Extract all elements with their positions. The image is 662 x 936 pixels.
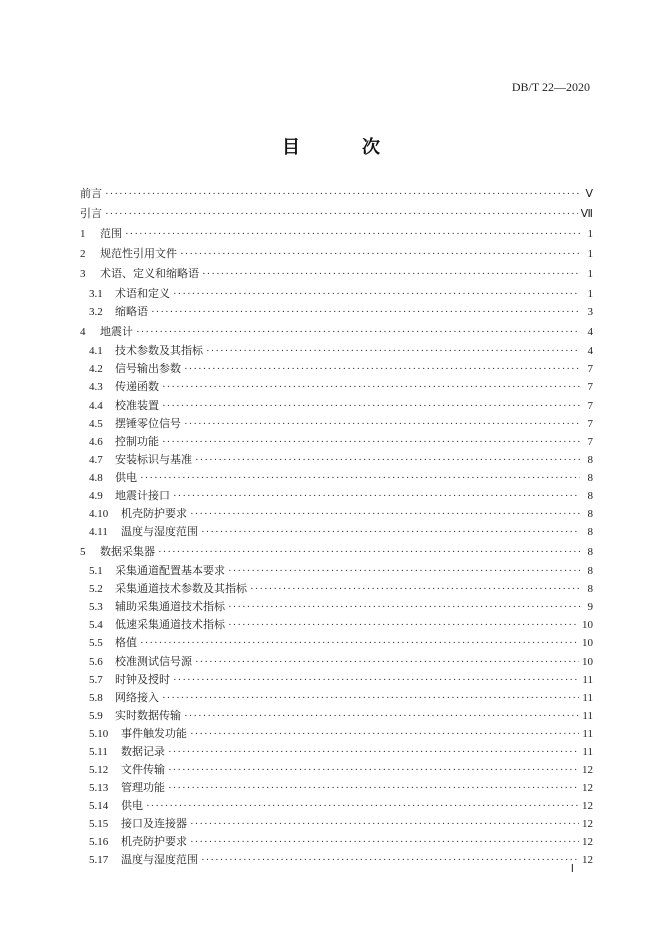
toc-entry[interactable] [80, 727, 593, 741]
toc-entry-number: 5.1 [89, 565, 103, 577]
toc-entry-title: 术语、定义和缩略语 [100, 267, 199, 280]
toc-entry[interactable] [80, 247, 593, 261]
toc-entry-title: 控制功能 [115, 435, 159, 448]
toc-entry-title: 实时数据传输 [115, 709, 181, 722]
toc-entry[interactable] [80, 207, 593, 221]
dot-leader [180, 248, 580, 261]
document-code: DB/T 22—2020 [511, 80, 590, 94]
toc-entry[interactable] [80, 673, 593, 687]
toc-entry-number: 5.6 [89, 656, 103, 668]
toc-entry-title: 安装标识与基准 [115, 453, 192, 466]
toc-entry[interactable] [80, 691, 593, 705]
toc-entry-page: 1 [587, 228, 593, 240]
toc-entry[interactable] [80, 417, 593, 431]
toc-entry[interactable] [80, 362, 593, 376]
toc-entry-number: 2 [80, 248, 86, 260]
page-title: 目 次 [282, 137, 402, 158]
toc-entry-page: 8 [587, 526, 593, 538]
dot-leader [158, 546, 580, 559]
toc-entry-page: 12 [582, 782, 593, 794]
toc-entry-number: 5.2 [89, 583, 103, 595]
toc-entry[interactable] [80, 435, 593, 449]
toc-entry[interactable] [80, 545, 593, 559]
dot-leader [125, 228, 580, 241]
toc-entry-title: 供电 [121, 799, 143, 812]
toc-entry-page: 12 [582, 836, 593, 848]
toc-entry-title: 时钟及授时 [115, 673, 170, 686]
toc-entry-page: 8 [587, 472, 593, 484]
toc-entry-page: 11 [582, 746, 593, 758]
dot-leader [173, 674, 579, 687]
toc-entry-title: 接口及连接器 [121, 817, 187, 830]
toc-entry-page: 12 [582, 818, 593, 830]
dot-leader [105, 208, 578, 221]
toc-entry-page: 11 [582, 674, 593, 686]
toc-entry-number: 5.3 [89, 601, 103, 613]
toc-entry[interactable] [80, 709, 593, 723]
dot-leader [184, 710, 579, 723]
dot-leader [162, 692, 579, 705]
toc-entry[interactable] [80, 600, 593, 614]
toc-entry-page: 8 [587, 490, 593, 502]
toc-entry[interactable] [80, 227, 593, 241]
toc-entry-number: 5.5 [89, 637, 103, 649]
dot-leader [190, 508, 580, 521]
toc-entry-title: 数据采集器 [100, 545, 155, 558]
dot-leader [201, 854, 579, 867]
dot-leader [250, 583, 580, 596]
toc-entry[interactable] [80, 453, 593, 467]
dot-leader [140, 637, 579, 650]
toc-entry[interactable] [80, 399, 593, 413]
dot-leader [168, 782, 579, 795]
toc-entry[interactable] [80, 853, 593, 867]
dot-leader [202, 268, 580, 281]
toc-entry-title: 采集通道技术参数及其指标 [115, 582, 247, 595]
toc-entry-page: 1 [587, 248, 593, 260]
toc-entry-title: 术语和定义 [115, 287, 170, 300]
toc-entry-number: 5.10 [89, 728, 109, 740]
toc-entry-number: 3.2 [89, 306, 103, 318]
toc-entry[interactable] [80, 763, 593, 777]
toc-entry-page: 8 [587, 454, 593, 466]
toc-entry[interactable] [80, 525, 593, 539]
dot-leader [105, 188, 580, 201]
toc-entry[interactable] [80, 344, 593, 358]
toc-entry-number: 5.17 [89, 854, 109, 866]
toc-entry-title: 格值 [115, 636, 137, 649]
toc-entry-number: 5.4 [89, 619, 103, 631]
toc-entry-page: 12 [582, 764, 593, 776]
dot-leader [173, 288, 580, 301]
toc-entry[interactable] [80, 325, 593, 339]
toc-entry-number: 3 [80, 268, 86, 280]
toc-entry-title: 摆锤零位信号 [115, 417, 181, 430]
dot-leader [190, 836, 579, 849]
toc-entry-page: Ⅶ [580, 208, 593, 220]
toc-entry[interactable] [80, 582, 593, 596]
dot-leader [206, 345, 580, 358]
toc-entry-page: 7 [587, 363, 593, 375]
dot-leader [195, 454, 580, 467]
toc-entry[interactable] [80, 471, 593, 485]
dot-leader [195, 656, 579, 669]
page-number: Ⅰ [570, 863, 574, 875]
toc-entry-number: 4.2 [89, 363, 103, 375]
toc-entry-title: 数据记录 [121, 745, 165, 758]
dot-leader [162, 400, 580, 413]
toc-entry-page: 8 [587, 508, 593, 520]
toc-entry-title: 引言 [80, 207, 102, 220]
toc-entry-title: 低速采集通道技术指标 [115, 618, 225, 631]
toc-entry-page: 11 [582, 728, 593, 740]
dot-leader [168, 764, 579, 777]
toc-entry[interactable] [80, 636, 593, 650]
dot-leader [140, 472, 580, 485]
toc-entry-number: 5 [80, 546, 86, 558]
toc-entry-page: 1 [587, 288, 593, 300]
toc-entry-page: 4 [587, 326, 593, 338]
toc-entry-number: 5.13 [89, 782, 109, 794]
dot-leader [228, 601, 580, 614]
toc-entry-number: 5.14 [89, 800, 109, 812]
toc-entry-page: 11 [582, 692, 593, 704]
dot-leader [184, 418, 580, 431]
toc-entry-title: 校准装置 [115, 399, 159, 412]
dot-leader [168, 746, 579, 759]
toc-entry-page: 7 [587, 436, 593, 448]
toc-entry-page: 7 [587, 381, 593, 393]
toc-entry-number: 4.1 [89, 345, 103, 357]
toc-entry-title: 文件传输 [121, 763, 165, 776]
toc-entry-title: 校准测试信号源 [115, 655, 192, 668]
dot-leader [184, 363, 580, 376]
toc-entry[interactable] [80, 799, 593, 813]
toc-entry-page: 7 [587, 400, 593, 412]
toc-entry-page: 9 [587, 601, 593, 613]
toc-entry-number: 4.5 [89, 418, 103, 430]
toc-entry[interactable] [80, 564, 593, 578]
toc-entry-title: 机壳防护要求 [121, 835, 187, 848]
toc-entry[interactable] [80, 305, 593, 319]
toc-entry-page: 8 [587, 565, 593, 577]
toc-entry[interactable] [80, 267, 593, 281]
toc-entry-number: 5.9 [89, 710, 103, 722]
toc-entry-page: 8 [587, 583, 593, 595]
toc-entry-page: 8 [587, 546, 593, 558]
toc-entry-number: 5.16 [89, 836, 109, 848]
dot-leader [162, 436, 580, 449]
toc-entry-number: 4 [80, 326, 86, 338]
toc-entry-page: 12 [582, 854, 593, 866]
toc-entry[interactable] [80, 745, 593, 759]
toc-entry-title: 采集通道配置基本要求 [115, 564, 225, 577]
toc-entry-title: 传递函数 [115, 380, 159, 393]
toc-entry-number: 4.7 [89, 454, 103, 466]
toc-entry-title: 机壳防护要求 [121, 507, 187, 520]
toc-entry-title: 地震计接口 [115, 489, 170, 502]
table-of-contents [80, 187, 593, 871]
toc-entry-title: 信号输出参数 [115, 362, 181, 375]
toc-entry-title: 缩略语 [115, 305, 148, 318]
toc-entry[interactable] [80, 655, 593, 669]
toc-entry-page: 11 [582, 710, 593, 722]
toc-entry-title: 前言 [80, 187, 102, 200]
toc-entry-number: 1 [80, 228, 86, 240]
toc-entry-number: 4.8 [89, 472, 103, 484]
dot-leader [173, 490, 580, 503]
toc-entry[interactable] [80, 380, 593, 394]
toc-entry-title: 范围 [100, 227, 122, 240]
toc-entry-number: 5.15 [89, 818, 109, 830]
toc-entry[interactable] [80, 287, 593, 301]
dot-leader [228, 565, 580, 578]
dot-leader [190, 818, 579, 831]
toc-entry-page: 10 [582, 637, 593, 649]
toc-entry-title: 规范性引用文件 [100, 247, 177, 260]
toc-entry-number: 4.3 [89, 381, 103, 393]
toc-entry-title: 温度与湿度范围 [121, 853, 198, 866]
dot-leader [228, 619, 579, 632]
toc-entry-page: 10 [582, 656, 593, 668]
toc-entry-title: 网络接入 [115, 691, 159, 704]
toc-entry[interactable] [80, 507, 593, 521]
toc-entry-number: 4.4 [89, 400, 103, 412]
toc-entry-number: 4.6 [89, 436, 103, 448]
toc-entry-page: 7 [587, 418, 593, 430]
toc-entry-number: 5.8 [89, 692, 103, 704]
dot-leader [151, 306, 580, 319]
toc-entry[interactable] [80, 187, 593, 201]
toc-entry[interactable] [80, 817, 593, 831]
toc-entry[interactable] [80, 835, 593, 849]
toc-entry-page: 12 [582, 800, 593, 812]
toc-entry-page: Ⅴ [585, 188, 593, 200]
dot-leader [146, 800, 579, 813]
toc-entry-page: 4 [587, 345, 593, 357]
toc-entry-title: 供电 [115, 471, 137, 484]
dot-leader [136, 326, 580, 339]
dot-leader [190, 728, 579, 741]
toc-entry-page: 3 [587, 306, 593, 318]
toc-entry[interactable] [80, 781, 593, 795]
toc-entry-number: 5.11 [89, 746, 108, 758]
toc-entry-page: 10 [582, 619, 593, 631]
toc-entry[interactable] [80, 618, 593, 632]
dot-leader [201, 526, 580, 539]
toc-entry-title: 辅助采集通道技术指标 [115, 600, 225, 613]
toc-entry-number: 5.12 [89, 764, 109, 776]
dot-leader [162, 381, 580, 394]
toc-entry-number: 3.1 [89, 288, 103, 300]
toc-entry-title: 事件触发功能 [121, 727, 187, 740]
toc-entry-title: 地震计 [100, 325, 133, 338]
toc-entry-number: 5.7 [89, 674, 103, 686]
toc-entry-title: 技术参数及其指标 [115, 344, 203, 357]
toc-entry-title: 温度与湿度范围 [121, 525, 198, 538]
toc-entry[interactable] [80, 489, 593, 503]
toc-entry-number: 4.10 [89, 508, 109, 520]
toc-entry-page: 1 [587, 268, 593, 280]
toc-entry-number: 4.9 [89, 490, 103, 502]
toc-entry-number: 4.11 [89, 526, 108, 538]
toc-entry-title: 管理功能 [121, 781, 165, 794]
